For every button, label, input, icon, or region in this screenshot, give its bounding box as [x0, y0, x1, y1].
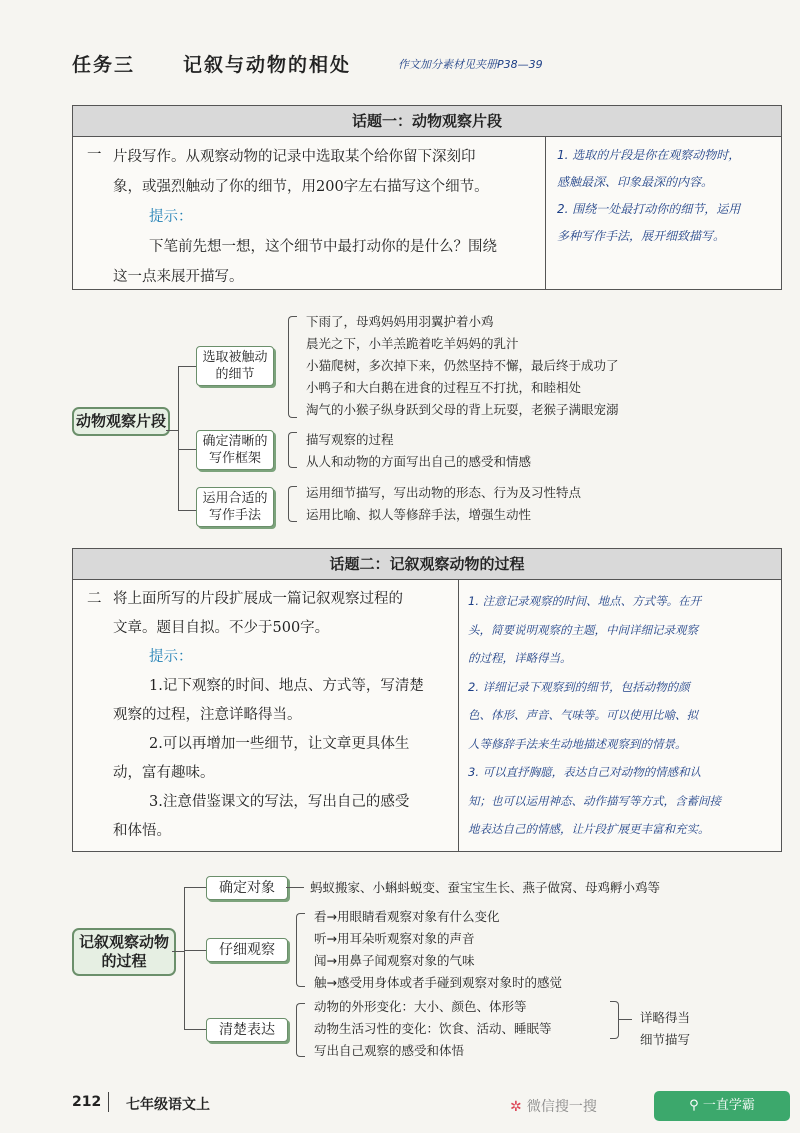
question-line: 象，或强烈触动了你的细节，用200字左右描写这个细节。	[113, 179, 489, 195]
leaf-item: 听→用耳朵听观察对象的声音	[314, 931, 475, 946]
hint-line: 观察的过程，注意详略得当。	[113, 707, 302, 723]
connector	[178, 366, 196, 367]
leaf-item: 下雨了，母鸡妈妈用羽翼护着小鸡	[306, 314, 494, 329]
bracket	[296, 913, 305, 987]
hint-line: 动，富有趣味。	[113, 765, 215, 781]
leaf-item: 小猫爬树，多次掉下来，仍然坚持不懈，最后终于成功了	[306, 358, 619, 373]
question-line: 将上面所写的片段扩展成一篇记叙观察过程的	[113, 591, 403, 607]
branch-determine-object: 确定对象	[206, 876, 288, 900]
connector	[618, 1019, 632, 1020]
connector	[286, 887, 304, 888]
note-line: 感触最深、印象最深的内容。	[557, 175, 714, 189]
bracket	[296, 1003, 305, 1057]
bracket	[610, 1001, 619, 1039]
hint-line: 这一点来展开描写。	[113, 269, 244, 285]
hint-line: 和体悟。	[113, 823, 171, 839]
bracket	[288, 486, 297, 522]
question-text	[113, 585, 455, 846]
side-label: 细节描写	[640, 1032, 691, 1047]
watermark-button-label: 一直学霸	[702, 1098, 755, 1113]
leaf-item: 写出自己观察的感受和体悟	[314, 1043, 465, 1058]
topic2-heading: 话题二：记叙观察动物的过程	[73, 549, 781, 580]
footer-divider	[108, 1092, 109, 1112]
task-title: 记叙与动物的相处	[183, 54, 352, 76]
book-title: 七年级语文上	[126, 1097, 210, 1113]
question-line: 片段写作。从观察动物的记录中选取某个给你留下深刻印	[113, 149, 476, 165]
watermark-search-text: 微信搜一搜	[526, 1099, 597, 1115]
branch-select-detail: 选取被触动的细节	[196, 346, 274, 386]
connector	[166, 430, 178, 431]
note-line: 的过程，详略得当。	[468, 651, 572, 665]
topic2-box	[72, 548, 782, 852]
note-line: 人等修辞手法来生动地描述观察到的情景。	[468, 736, 687, 751]
leaf-item: 蚂蚁搬家、小蝌蚪蜕变、蚕宝宝生长、燕子做窝、母鸡孵小鸡等	[310, 880, 661, 895]
note-line: 2. 详细记录下观察到的细节，包括动物的颜	[468, 679, 690, 694]
hint-line: 下笔前先想一想，这个细节中最打动你的是什么？围绕	[149, 239, 497, 255]
mindmap1-root: 动物观察片段	[72, 407, 170, 436]
leaf-item: 晨光之下，小羊羔跪着吃羊妈妈的乳汁	[306, 336, 519, 351]
leaf-item: 动物的外形变化：大小、颜色、体形等	[314, 999, 527, 1014]
connector	[184, 887, 185, 1029]
branch-express-clearly: 清楚表达	[206, 1018, 288, 1042]
connector	[178, 449, 196, 450]
branch-observe-carefully: 仔细观察	[206, 938, 288, 962]
topic1-heading: 话题一：动物观察片段	[73, 106, 781, 137]
branch-writing-framework: 确定清晰的写作框架	[196, 430, 274, 470]
hint-line: 1.记下观察的时间、地点、方式等，写清楚	[149, 678, 424, 694]
connector	[172, 951, 184, 952]
mindmap2-root: 记叙观察动物的过程	[72, 928, 176, 976]
connector	[178, 510, 196, 511]
leaf-item: 小鸭子和大白鹅在进食的过程互不打扰，和睦相处	[306, 380, 582, 395]
note-line: 多种写作手法，展开细致描写。	[557, 229, 726, 243]
connector	[184, 950, 206, 951]
leaf-item: 动物生活习性的变化：饮食、活动、睡眠等	[314, 1021, 552, 1036]
watermark-search	[510, 1096, 650, 1116]
note-line: 色、体形、声音、气味等。可以使用比喻、拟	[468, 708, 698, 722]
page-number: 212	[72, 1094, 102, 1110]
question-line: 文章。题目自拟。不少于500字。	[113, 620, 330, 636]
handwritten-notes	[557, 142, 779, 250]
watermark-button[interactable]	[654, 1091, 790, 1121]
hint-line: 2.可以再增加一些细节，让文章更具体生	[149, 736, 410, 752]
connector	[178, 366, 179, 510]
leaf-item: 看→用眼睛看观察对象有什么变化	[314, 909, 500, 924]
task-label: 任务三	[72, 54, 136, 76]
leaf-item: 触→感受用身体或者手碰到观察对象时的感觉	[314, 975, 562, 990]
connector	[184, 1029, 206, 1030]
hint-label: 提示：	[149, 209, 193, 225]
handwritten-notes	[468, 587, 778, 844]
note-line: 2. 围绕一处最打动你的细节，运用	[557, 202, 741, 216]
question-number: 一	[87, 147, 102, 163]
branch-writing-technique: 运用合适的写作手法	[196, 487, 274, 527]
hint-line: 3.注意借鉴课文的写法，写出自己的感受	[149, 794, 410, 810]
column-divider	[545, 136, 546, 289]
note-line: 头，简要说明观察的主题，中间详细记录观察	[468, 622, 698, 637]
leaf-item: 运用细节描写，写出动物的形态、行为及习性特点	[306, 485, 582, 500]
leaf-item: 淘气的小猴子纵身跃到父母的背上玩耍，老猴子满眼宠溺	[306, 402, 619, 417]
note-line: 1. 选取的片段是你在观察动物时，	[557, 148, 741, 162]
hint-label: 提示：	[149, 649, 193, 665]
note-line: 知；也可以运用神态、动作描写等方式，含蓄间接	[468, 793, 721, 808]
note-line: 地表达自己的情感，让片段扩展更丰富和充实。	[468, 822, 710, 836]
question-text	[113, 142, 543, 292]
column-divider	[458, 579, 459, 851]
leaf-item: 描写观察的过程	[306, 432, 394, 447]
leaf-item: 运用比喻、拟人等修辞手法，增强生动性	[306, 507, 532, 522]
connector	[184, 887, 206, 888]
flower-icon: ✲	[510, 1099, 522, 1115]
handwritten-note: 作文加分素材见夹册P38—39	[398, 58, 543, 71]
note-line: 1. 注意记录观察的时间、地点、方式等。在开	[468, 594, 702, 608]
bracket	[288, 432, 297, 468]
bracket	[288, 316, 297, 418]
question-number: 二	[87, 591, 102, 607]
leaf-item: 闻→用鼻子闻观察对象的气味	[314, 953, 475, 968]
note-line: 3. 可以直抒胸臆，表达自己对动物的情感和认	[468, 765, 702, 779]
leaf-item: 从人和动物的方面写出自己的感受和情感	[306, 454, 532, 469]
side-label: 详略得当	[640, 1010, 691, 1025]
topic1-box	[72, 105, 782, 290]
search-icon: ⚲	[689, 1098, 699, 1113]
